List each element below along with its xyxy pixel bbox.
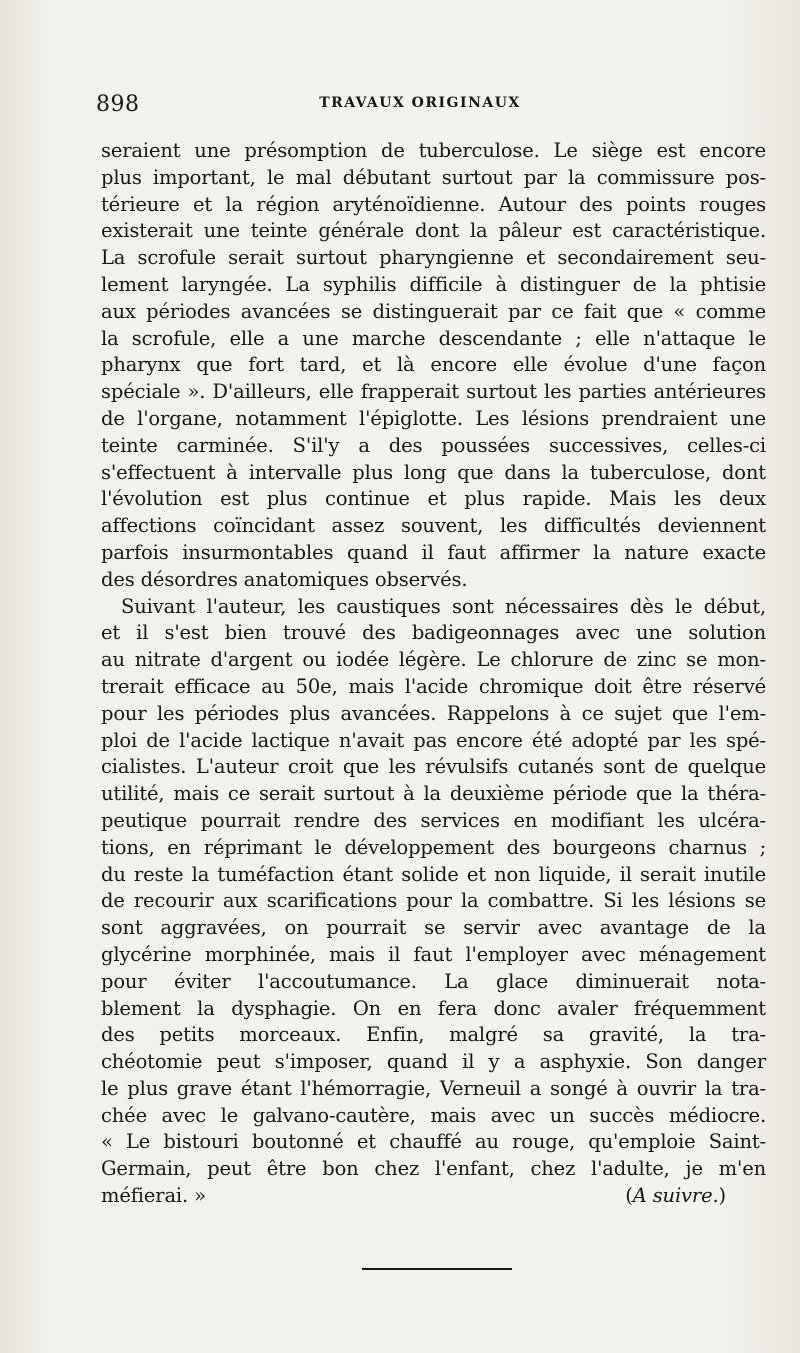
page-number: 898 xyxy=(96,92,140,117)
text-line: tions, en réprimant le développement des bourgeons charnus ; xyxy=(101,835,766,859)
text-line: pharynx que fort tard, et là encore elle évolue d'une façon xyxy=(101,353,766,377)
text-line: parfois insurmontables quand il faut affirmer la nature exacte xyxy=(101,540,766,564)
text-line: ploi de l'acide lactique n'avait pas encore été adopté par les spé- xyxy=(101,728,766,752)
text-line: seraient une présomption de tuberculose. Le siège est encore xyxy=(101,139,766,162)
text-line: blement la dysphagie. On en fera donc avaler fréquemment xyxy=(101,996,766,1020)
continuation-note xyxy=(625,1183,726,1210)
text-line: des désordres anatomiques observés. xyxy=(101,567,468,591)
continuation-open-paren: ( xyxy=(625,1184,633,1208)
text-line: affections coïncidant assez souvent, les difficultés deviennent xyxy=(101,514,766,538)
article-body xyxy=(101,138,766,1210)
text-line: Suivant l'auteur, les caustiques sont nécessaires dès le début, xyxy=(121,594,766,618)
text-line: s'effectuent à intervalle plus long que dans la tuberculose, dont xyxy=(101,460,766,484)
continuation-close-paren: ) xyxy=(718,1184,726,1208)
running-title: TRAVAUX ORIGINAUX xyxy=(319,95,521,111)
text-line: de recourir aux scarifications pour la combattre. Si les lésions se xyxy=(101,889,766,913)
text-line: la scrofule, elle a une marche descendante ; elle n'attaque le xyxy=(101,326,766,350)
text-line: plus important, le mal débutant surtout par la commissure pos- xyxy=(101,165,766,189)
text-line: Germain, peut être bon chez l'enfant, chez l'adulte, je m'en xyxy=(101,1157,766,1181)
text-line: glycérine morphinée, mais il faut l'employer avec ménagement xyxy=(101,942,766,966)
text-line xyxy=(101,1183,766,1210)
text-line: « Le bistouri boutonné et chauffé au rouge, qu'emploie Saint- xyxy=(101,1130,766,1154)
text-line: peutique pourrait rendre des services en modifiant les ulcéra- xyxy=(101,808,766,832)
text-line: chéotomie peut s'imposer, quand il y a asphyxie. Son danger xyxy=(101,1050,766,1074)
text-line: du reste la tuméfaction étant solide et non liquide, il serait inutile xyxy=(101,862,766,886)
continuation-text: A suivre. xyxy=(632,1184,719,1208)
text-line: existerait une teinte générale dont la pâleur est caractéristique. xyxy=(101,219,766,243)
text-line: au nitrate d'argent ou iodée légère. Le chlorure de zinc se mon- xyxy=(101,648,766,672)
text-line: sont aggravées, on pourrait se servir avec avantage de la xyxy=(101,916,766,940)
text-line: pour éviter l'accoutumance. La glace diminuerait nota- xyxy=(101,969,766,993)
text-line: de l'organe, notamment l'épiglotte. Les lésions prendraient une xyxy=(101,406,766,430)
text-line: utilité, mais ce serait surtout à la deuxième période que la théra- xyxy=(101,782,766,806)
text-line: l'évolution est plus continue et plus rapide. Mais les deux xyxy=(101,487,766,511)
text-line: le plus grave étant l'hémorragie, Verneuil a songé à ouvrir la tra- xyxy=(101,1076,766,1100)
text-line: chée avec le galvano-cautère, mais avec un succès médiocre. xyxy=(101,1103,766,1127)
text-line: pour les périodes plus avancées. Rappelons à ce sujet que l'em- xyxy=(101,701,766,725)
text-line: des petits morceaux. Enfin, malgré sa gravité, la tra- xyxy=(101,1023,766,1047)
text-line: La scrofule serait surtout pharyngienne et secondairement seu- xyxy=(101,246,766,270)
text-line: cialistes. L'auteur croit que les révulsifs cutanés sont de quelque xyxy=(101,755,766,779)
end-rule xyxy=(362,1268,512,1270)
text-line: spéciale ». D'ailleurs, elle frapperait surtout les parties antérieures xyxy=(101,380,766,404)
text-line: aux périodes avancées se distinguerait par ce fait que « comme xyxy=(101,299,766,323)
text-line: térieure et la région aryténoïdienne. Autour des points rouges xyxy=(101,192,766,216)
text-line: teinte carminée. S'il'y a des poussées successives, celles-ci xyxy=(101,433,766,457)
text-line-content: méfierai. » xyxy=(101,1184,206,1208)
text-line: trerait efficace au 50e, mais l'acide chromique doit être réservé xyxy=(101,674,766,698)
text-line: lement laryngée. La syphilis difficile à distinguer de la phtisie xyxy=(101,272,766,296)
text-line: et il s'est bien trouvé des badigeonnages avec une solution xyxy=(101,621,766,645)
